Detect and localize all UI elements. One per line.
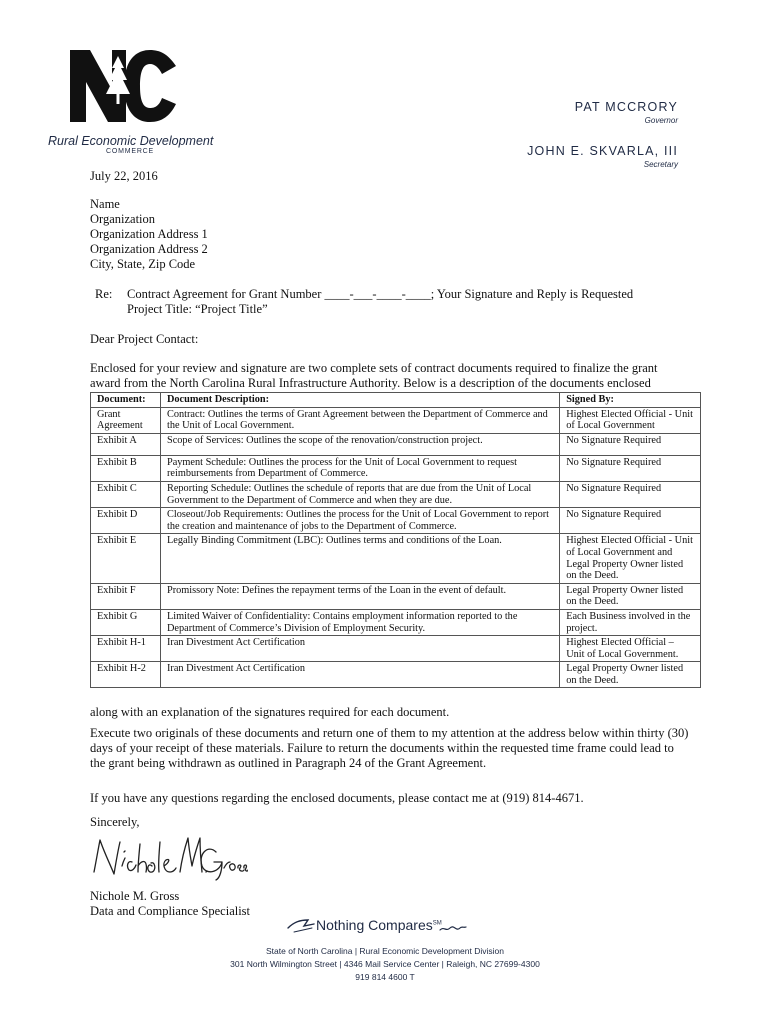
table-row <box>91 407 701 433</box>
documents-table <box>90 392 701 688</box>
explanation-paragraph: along with an explanation of the signatures required for each document. <box>90 705 450 719</box>
service-mark: SM <box>432 920 442 927</box>
recipient-line: Organization <box>90 212 156 226</box>
recipient-line: Name <box>90 197 120 211</box>
governor-name: PAT MCCRORY <box>574 100 678 114</box>
document-cell: Exhibit A <box>91 433 161 455</box>
header-document: Document: <box>91 393 161 408</box>
document-cell: Exhibit C <box>91 481 161 507</box>
signed-by-cell: No Signature Required <box>560 433 701 455</box>
footer-line-1: State of North Carolina | Rural Economic Development Division <box>266 946 504 956</box>
table-row <box>91 455 701 481</box>
table-row <box>91 508 701 534</box>
intro-paragraph: Enclosed for your review and signature are two complete sets of contract documents required to finalize the grant award from the North Carolina Rural Infrastructure Authority. Below is a description of the documents enclosed <box>90 361 658 390</box>
table-row <box>91 534 701 583</box>
description-cell: Payment Schedule: Outlines the process for the Unit of Local Government to request reimbursements from Department of Commerce. <box>160 455 559 481</box>
description-cell: Reporting Schedule: Outlines the schedule of reports that are due from the Unit of Local Government to the Department of Commerce and when they are due. <box>160 481 559 507</box>
signed-by-cell: No Signature Required <box>560 455 701 481</box>
description-cell: Contract: Outlines the terms of Grant Agreement between the Department of Commerce and the Unit of Local Government. <box>160 407 559 433</box>
table-row <box>91 662 701 688</box>
officials-block <box>527 100 678 188</box>
table-row <box>91 609 701 635</box>
recipient-line: Organization Address 2 <box>90 242 208 256</box>
document-cell: Exhibit G <box>91 609 161 635</box>
signer-name: Nichole M. Gross <box>90 889 180 903</box>
description-cell: Promissory Note: Defines the repayment terms of the Loan in the event of default. <box>160 583 559 609</box>
contact-paragraph: If you have any questions regarding the enclosed documents, please contact me at (919) 814-4671. <box>90 791 584 805</box>
description-cell: Closeout/Job Requirements: Outlines the process for the Unit of Local Government to report the creation and maintenance of jobs to the Department of Commerce. <box>160 508 559 534</box>
document-cell: Exhibit D <box>91 508 161 534</box>
commerce-logo <box>44 44 214 160</box>
description-cell: Iran Divestment Act Certification <box>160 662 559 688</box>
closing: Sincerely, <box>90 815 140 829</box>
signed-by-cell: Legal Property Owner listed on the Deed. <box>560 583 701 609</box>
footer-line-3: 919 814 4600 T <box>355 972 415 982</box>
recipient-line: City, State, Zip Code <box>90 257 196 271</box>
signature-image <box>88 832 248 884</box>
document-cell: Exhibit H-1 <box>91 636 161 662</box>
subject-label: Re: <box>95 287 113 301</box>
signer-title: Data and Compliance Specialist <box>90 904 251 918</box>
signed-by-cell: No Signature Required <box>560 481 701 507</box>
table-row <box>91 583 701 609</box>
nc-logo-icon <box>68 46 178 124</box>
secretary-name: JOHN E. SKVARLA, III <box>527 144 678 158</box>
document-cell: Exhibit F <box>91 583 161 609</box>
org-subname: COMMERCE <box>106 148 155 155</box>
subject-block <box>95 287 633 317</box>
document-cell: Exhibit H-2 <box>91 662 161 688</box>
table-header-row <box>91 393 701 408</box>
signed-by-cell: No Signature Required <box>560 508 701 534</box>
swoosh-icon <box>286 914 316 936</box>
description-cell: Iran Divestment Act Certification <box>160 636 559 662</box>
table-row <box>91 433 701 455</box>
table-row <box>91 481 701 507</box>
description-cell: Scope of Services: Outlines the scope of the renovation/construction project. <box>160 433 559 455</box>
swoosh-tail-icon <box>438 922 468 936</box>
governor-title: Governor <box>644 116 678 125</box>
signed-by-cell: Highest Elected Official - Unit of Local Government <box>560 407 701 433</box>
document-cell: Exhibit E <box>91 534 161 583</box>
recipient-line: Organization Address 1 <box>90 227 208 241</box>
signed-by-cell: Each Business involved in the project. <box>560 609 701 635</box>
table-row <box>91 636 701 662</box>
description-cell: Limited Waiver of Confidentiality: Contains employment information reported to the Department of Commerce’s Division of Employment Security. <box>160 609 559 635</box>
description-cell: Legally Binding Commitment (LBC): Outlines terms and conditions of the Loan. <box>160 534 559 583</box>
project-title-line: Project Title: “Project Title” <box>127 302 268 316</box>
subject-line: Contract Agreement for Grant Number ____-___-____-____; Your Signature and Reply is Requested <box>127 287 634 301</box>
signer-block <box>90 889 250 919</box>
document-cell: Grant Agreement <box>91 407 161 433</box>
tagline-text <box>316 917 442 933</box>
letter-date: July 22, 2016 <box>90 169 158 183</box>
document-cell: Exhibit B <box>91 455 161 481</box>
nothing-compares-logo <box>286 914 486 940</box>
signed-by-cell: Legal Property Owner listed on the Deed. <box>560 662 701 688</box>
signed-by-cell: Highest Elected Official - Unit of Local Government and Legal Property Owner listed on the Deed. <box>560 534 701 583</box>
recipient-address <box>90 197 208 272</box>
org-name: Rural Economic Development <box>48 134 214 148</box>
footer-line-2: 301 North Wilmington Street | 4346 Mail Service Center | Raleigh, NC 27699-4300 <box>230 959 540 969</box>
signed-by-cell: Highest Elected Official – Unit of Local Government. <box>560 636 701 662</box>
header-description: Document Description: <box>160 393 559 408</box>
salutation: Dear Project Contact: <box>90 332 199 346</box>
header-signed-by: Signed By: <box>560 393 701 408</box>
tagline-words: Nothing Compares <box>316 917 433 933</box>
secretary-title: Secretary <box>643 160 678 169</box>
instructions-paragraph: Execute two originals of these documents and return one of them to my attention at the address below within thirty (30) days of your receipt of these materials. Failure to return the documents within the requested time frame could lead to the grant being withdrawn as outlined in Paragraph 24 of the Grant Agreement. <box>90 726 689 770</box>
